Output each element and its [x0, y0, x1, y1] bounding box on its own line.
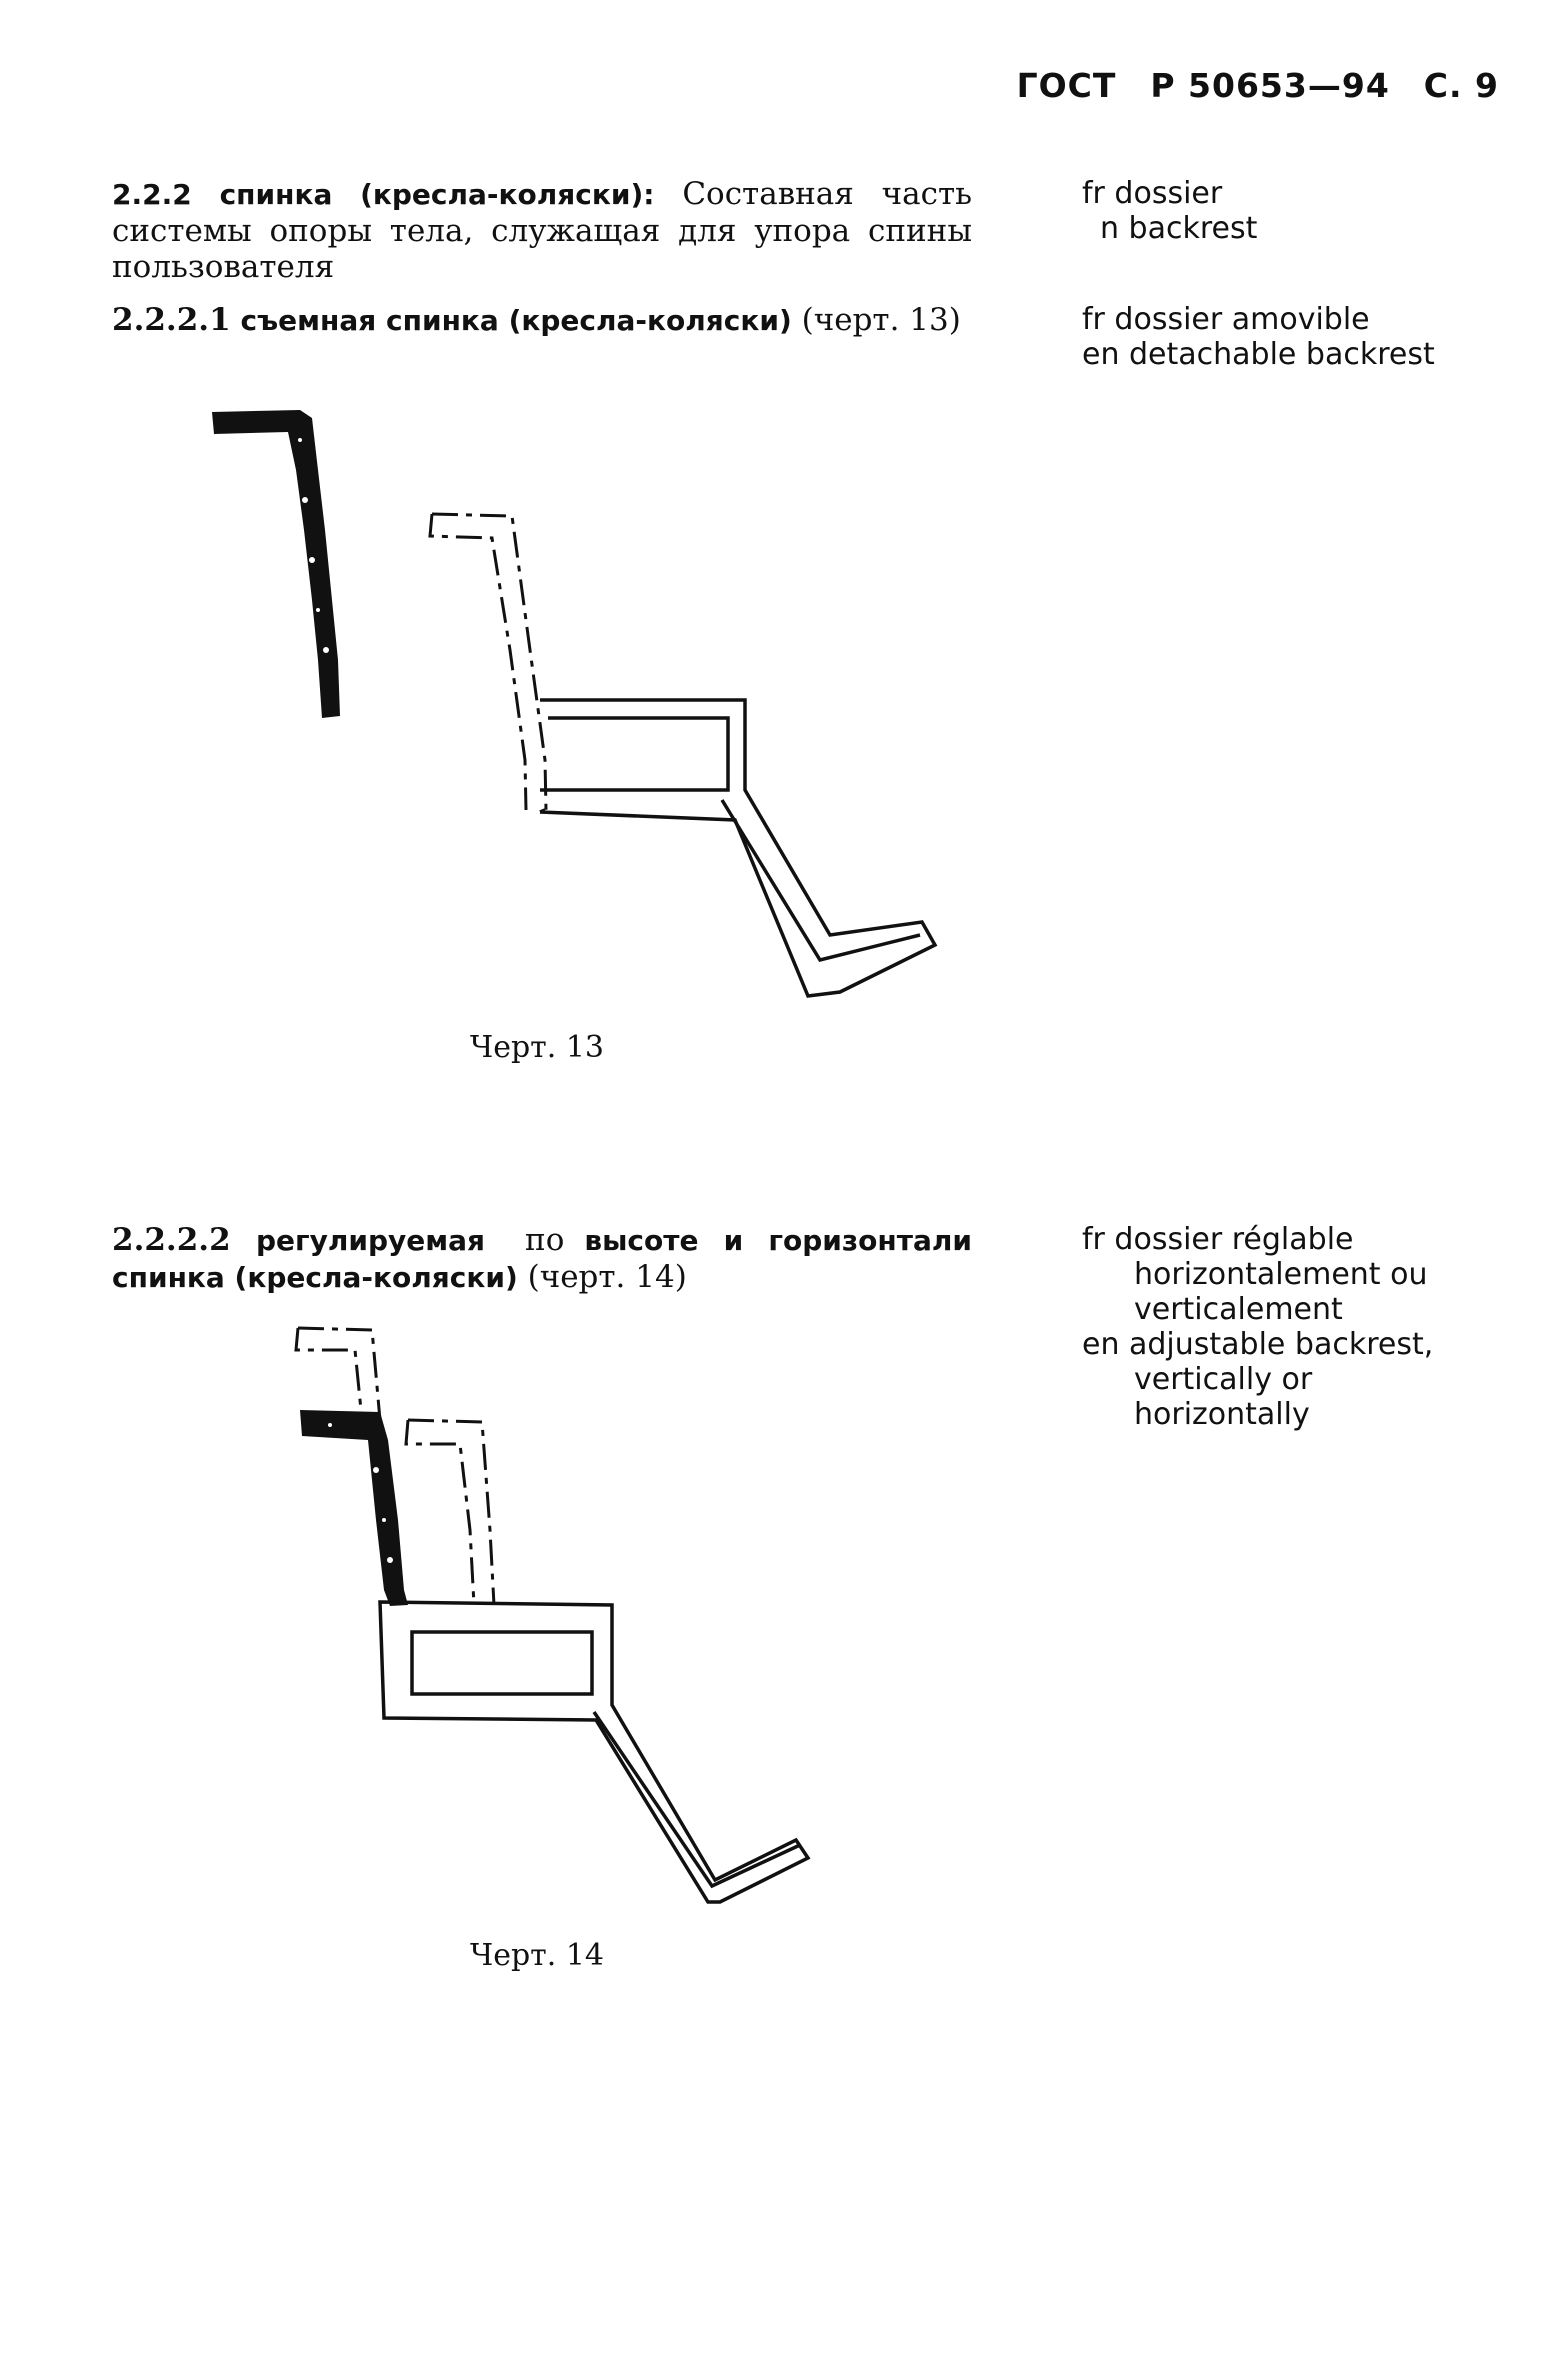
page-number: С. 9: [1423, 66, 1499, 105]
equivalents-2-2-2-1: [1082, 302, 1502, 372]
equivalents-2-2-2: [1082, 176, 1502, 246]
term-definition: Составная часть системы опоры тела, служащая для упора спины пользователя: [112, 176, 973, 285]
figure-14-caption: Черт. 14: [470, 1938, 604, 1973]
standard-number: Р 50653—94: [1150, 66, 1390, 105]
equivalent-fr: fr dossier amovible: [1082, 302, 1370, 337]
equivalent-fr-line-3: verticalement: [1134, 1292, 1343, 1327]
equivalent-en-line-1: en adjustable backrest,: [1082, 1327, 1434, 1362]
term-number: 2.2.2: [112, 178, 192, 211]
backrest-rear-position-outline: [406, 1420, 494, 1605]
equivalents-2-2-2-2: [1082, 1222, 1502, 1432]
term-2-2-2-1: [112, 302, 972, 339]
term-name-part-b: по: [525, 1222, 565, 1258]
term-number: 2.2.2.1: [112, 302, 231, 338]
page-header: [983, 66, 1499, 105]
term-name-part-c: высоте и горизонтали спинка (кресла-коляски): [112, 1224, 972, 1294]
equivalent-en-line-2: vertically or: [1134, 1362, 1313, 1397]
equivalent-en: n backrest: [1100, 211, 1258, 246]
detached-backrest-shape: [212, 410, 340, 718]
seat-frame-outline: [380, 1602, 808, 1902]
term-name: спинка (кресла-коляски):: [219, 178, 655, 211]
standard-label: ГОСТ: [1016, 66, 1117, 105]
equivalent-fr-line-2: horizontalement ou: [1134, 1257, 1428, 1292]
term-name-part-a: регулируемая: [255, 1224, 486, 1257]
adjustable-backrest-shape: [300, 1410, 408, 1606]
backrest-mount-outline: [430, 514, 546, 810]
term-2-2-2: [112, 176, 972, 285]
equivalent-fr: fr dossier: [1082, 176, 1223, 211]
figure-13-caption: Черт. 13: [470, 1030, 604, 1065]
term-name: съемная спинка (кресла-коляски): [240, 304, 792, 337]
term-reference: (черт. 13): [801, 302, 961, 338]
term-reference: (черт. 14): [527, 1259, 687, 1295]
seat-frame-outline: [540, 700, 935, 996]
backrest-upper-position-outline: [296, 1328, 380, 1420]
equivalent-en-line-3: horizontally: [1134, 1397, 1310, 1432]
equivalent-fr-line-1: fr dossier réglable: [1082, 1222, 1354, 1257]
equivalent-en: en detachable backrest: [1082, 337, 1435, 372]
term-2-2-2-2: [112, 1222, 972, 1296]
term-number: 2.2.2.2: [112, 1222, 231, 1258]
